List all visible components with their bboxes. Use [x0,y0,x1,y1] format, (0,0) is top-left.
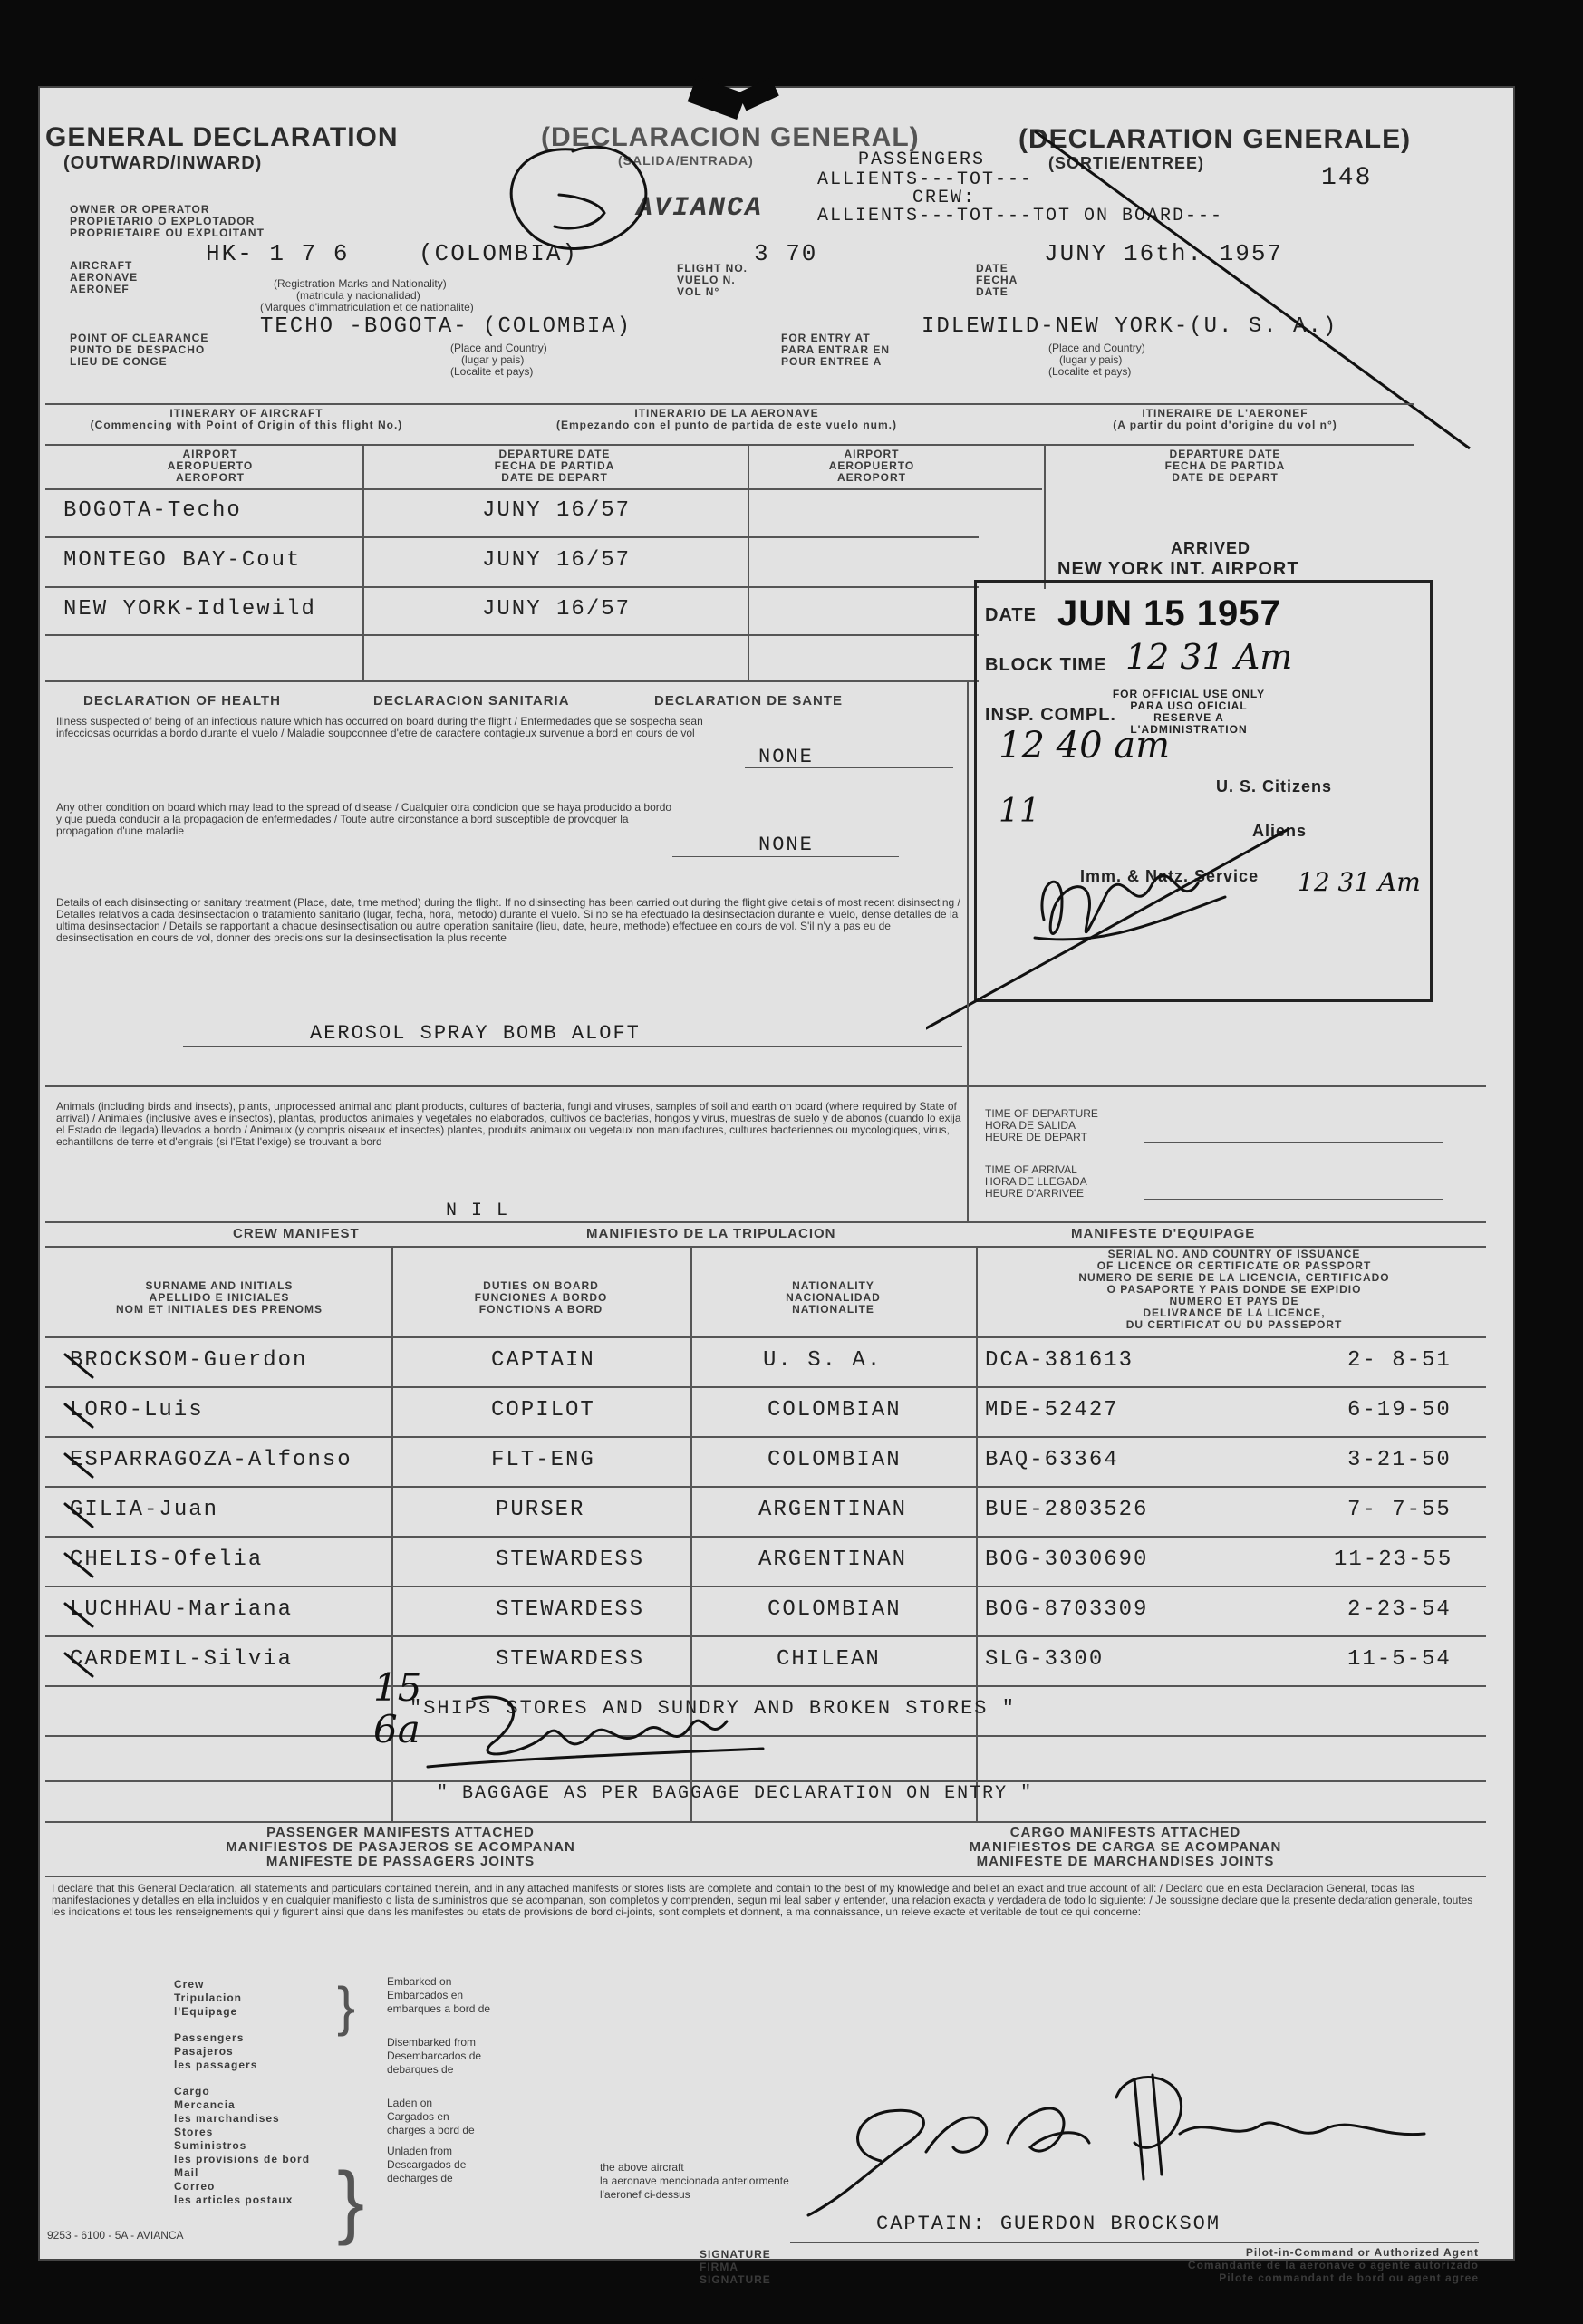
itinerary-title-fr: ITINERAIRE DE L'AERONEF (A partir du point d'origine du vol n°) [1113,407,1337,431]
form-title-es: (DECLARACION GENERAL) [541,122,920,152]
form-number: 9253 - 6100 - 5A - AVIANCA [47,2229,184,2242]
crew-lic-5: BOG-3030690 [985,1548,1149,1572]
registration-caption: (Registration Marks and Nationality) (matricula y nacionalidad) (Marques d'immatriculation et de nationalite) [260,277,474,313]
inspector-signature [926,811,1325,1046]
crew-name-4: GILIA-Juan [70,1498,219,1522]
health-other-text: Any other condition on board which may lead to the spread of disease / Cualquier otra condicion que se haya producido a bordo y que pueda conducir a la propagacion de enfermedades / Toute autre circonstance a bord susceptible de provoquer la propagation d'une maladie [56,801,672,837]
health-title-es: DECLARACION SANITARIA [373,693,570,709]
crew-lic-3: BAQ-63364 [985,1448,1119,1472]
paper-tear [688,76,747,120]
declaration-aircraft-text: the above aircraft la aeronave mencionada anteriormente l'aeronef ci-dessus [600,2161,789,2201]
handwritten-scribble [419,1681,817,1789]
crew-title-en: CREW MANIFEST [233,1226,360,1241]
crew-duty-4: PURSER [496,1498,585,1522]
brace-2: } [337,2156,365,2247]
signature-label: SIGNATURE FIRMA SIGNATURE [700,2248,771,2286]
health-disinsect-value: AEROSOL SPRAY BOMB ALOFT [310,1022,641,1045]
stamp-official-use: FOR OFFICIAL USE ONLY PARA USO OFICIAL RESERVE A L'ADMINISTRATION [1112,688,1266,736]
health-title-en: DECLARATION OF HEALTH [83,693,281,709]
crew-duty-7: STEWARDESS [496,1647,645,1672]
crew-name-6: LUCHHAU-Mariana [70,1597,294,1622]
stamp-service: Imm. & Natz. Service [1080,867,1260,885]
aircraft-nationality: (COLOMBIA) [419,240,579,267]
crew-nat-4: ARGENTINAN [758,1498,908,1522]
handwritten-circle [473,131,672,267]
health-disinsect-text: Details of each disinsecting or sanitary treatment (Place, date, time method) during the flight. If no disinsecting has been carried out during the flight give details of most recent disinsecting / Detalles relativos a cada desinsectacion o tratamiento sanitario (lugar, fecha, hora, metodo) durante el vuelo. Si no se ha efectuado la desinsectacion durante el vuelo, dense detalles de la ultima desinsectacion / Details se rapportant a chaque desinsectisation ou autre operation sanitaire (lieu, date, heure, methode) effectuee en cours de vol. S'il n'y a pas eu de desinsectisation en cours de vol, donner des precisions sur la desinsectisation la plus recente [56,896,960,944]
entry-label: FOR ENTRY AT PARA ENTRAR EN POUR ENTREE A [781,332,891,368]
flight-label: FLIGHT NO. VUELO N. VOL N° [677,262,748,298]
declaration-form [38,86,1515,2286]
aircraft-registration: HK- 1 7 6 [206,240,350,267]
crew-duty-1: CAPTAIN [491,1348,595,1373]
stamp-block-label: BLOCK TIME [985,655,1107,675]
stamp-airport: NEW YORK INT. AIRPORT [1057,559,1299,579]
clearance-caption: (Place and Country) (lugar y pais) (Localite et pays) [450,342,547,378]
stamp-date-label: DATE [985,605,1037,625]
itinerary-airport-3: NEW YORK-Idlewild [63,597,316,622]
paper-tear [738,78,779,111]
animals-value: N I L [446,1201,510,1221]
itinerary-date-3: JUNY 16/57 [482,597,632,622]
crew-lic-date-1: 2- 8-51 [1347,1348,1452,1373]
col-airport-header-2: AIRPORT AEROPUERTO AEROPORT [828,448,915,484]
crew-name-2: LORO-Luis [70,1398,204,1422]
handwritten-crew-count: 15 6a [373,1665,422,1751]
passengers-label: PASSENGERS [858,149,986,170]
crew-lic-7: SLG-3300 [985,1647,1105,1672]
crew-duty-3: FLT-ENG [491,1448,595,1472]
owner-value: AVIANCA [636,193,764,224]
form-title-fr-sub: (SORTIE/ENTREE) [1048,154,1205,172]
crew-title-fr: MANIFESTE D'EQUIPAGE [1071,1226,1256,1241]
crew-lic-date-2: 6-19-50 [1347,1398,1452,1422]
itinerary-airport-1: BOGOTA-Techo [63,498,242,523]
crew-label: CREW: [912,188,977,208]
time-of-departure-label: TIME OF DEPARTURE HORA DE SALIDA HEURE DE DEPART [985,1107,1098,1143]
crew-title-es: MANIFIESTO DE LA TRIPULACION [586,1226,836,1241]
pilot-in-command-label: Pilot-in-Command or Authorized Agent Comandante de la aeronave o agente autorizado Pilote commandant de bord ou agent agree [1187,2246,1479,2284]
brace-1: } [337,1976,356,2037]
crew-lic-date-4: 7- 7-55 [1347,1498,1452,1522]
stamp-insp-time: 12 40 am [999,725,1171,767]
health-other-value: NONE [758,834,814,856]
form-title: GENERAL DECLARATION [45,122,399,152]
crew-lic-4: BUE-2803526 [985,1498,1149,1522]
crew-lic-6: BOG-8703309 [985,1597,1149,1622]
crew-tick-marks [56,1336,111,1690]
baggage-line: " BAGGAGE AS PER BAGGAGE DECLARATION ON ENTRY " [437,1783,1034,1804]
crew-lic-1: DCA-381613 [985,1348,1134,1373]
entry-caption: (Place and Country) (lugar y pais) (Localite et pays) [1048,342,1145,378]
stamp-citizens-count: 11 [999,793,1040,830]
page-number: 148 [1321,164,1373,192]
form-title-fr: (DECLARATION GENERALE) [1018,124,1412,154]
crew-col-name: SURNAME AND INITIALS APELLIDO E INICIALES NOM ET INITIALES DES PRENOMS [115,1279,323,1316]
clearance-value: TECHO -BOGOTA- (COLOMBIA) [260,314,632,339]
itinerary-airport-2: MONTEGO BAY-Cout [63,548,302,573]
crew-nat-5: ARGENTINAN [758,1548,908,1572]
crew-duty-2: COPILOT [491,1398,595,1422]
col-airport-header-1: AIRPORT AEROPUERTO AEROPORT [167,448,254,484]
clearance-label: POINT OF CLEARANCE PUNTO DE DESPACHO LIEU DE CONGE [70,332,209,368]
stamp-citizens: U. S. Citizens [1216,777,1333,796]
declaration-actions: Embarked on Embarcados en embarques a bord de Disembarked from Desembarcados de debarques de Laden on Cargados en charges a bord de Unladen from Descargados de decharges de [387,1975,491,2184]
captain-name: CAPTAIN: GUERDON BROCKSOM [876,2213,1221,2235]
crew-duty-5: STEWARDESS [496,1548,645,1572]
time-of-arrival-label: TIME OF ARRIVAL HORA DE LLEGADA HEURE D'ARRIVEE [985,1163,1087,1200]
health-title-fr: DECLARATION DE SANTE [654,693,844,709]
health-illness-value: NONE [758,746,814,768]
crew-col-duty: DUTIES ON BOARD FUNCIONES A BORDO FONCTIONS A BORD [474,1279,608,1316]
cargo-manifests: CARGO MANIFESTS ATTACHED MANIFIESTOS DE CARGA SE ACOMPANAN MANIFESTE DE MARCHANDISES JOINTS [969,1825,1282,1869]
stores-line: "SHIPS STORES AND SUNDRY AND BROKEN STORES " [410,1697,1016,1720]
crew-nat-2: COLOMBIAN [767,1398,902,1422]
crew-lic-date-5: 11-23-55 [1334,1548,1453,1572]
itinerary-title-es: ITINERARIO DE LA AERONAVE (Empezando con el punto de partida de este vuelo num.) [555,407,898,431]
crew-lic-date-3: 3-21-50 [1347,1448,1452,1472]
crew-nat-1: U. S. A. [763,1348,883,1373]
declaration-items: Crew Tripulacion l'Equipage Passengers Pasajeros les passagers Cargo Mercancia les marchandises Stores Suministros les provisions de bord Mail Correo les articles postaux [174,1978,311,2206]
col-date-header-2: DEPARTURE DATE FECHA DE PARTIDA DATE DE DEPART [1164,448,1286,484]
animals-text: Animals (including birds and insects), plants, unprocessed animal and plant products, cultures of bacteria, fungi and viruses, samples of soil and earth on board (where required by State of arrival) / Animales (inclusive aves e insectos), plantas, productos animales y vegetales no elaborados, cultivos de bacterias, hongos y virus, muestras de suelo y de abonos (cuando lo exija el Estado de llegada) llevados a bordo / Animaux (y compris oiseaux et insectes) plantes, produits animaux ou vegetaux non manufactures, cultures bacteriennes ou mycologiques, virus, echantillons de terre et d'engrais (si l'Etat l'exige) se trouvant a bord [56,1100,961,1148]
crew-lic-date-7: 11-5-54 [1347,1647,1452,1672]
allients-line-2: ALLIENTS---TOT---TOT ON BOARD--- [817,206,1224,227]
crew-nat-3: COLOMBIAN [767,1448,902,1472]
captain-signature [790,2061,1479,2233]
crew-nat-6: COLOMBIAN [767,1597,902,1622]
owner-label: OWNER OR OPERATOR PROPIETARIO O EXPLOTADOR PROPRIETAIRE OU EXPLOITANT [70,203,265,239]
itinerary-date-1: JUNY 16/57 [482,498,632,523]
passenger-manifests: PASSENGER MANIFESTS ATTACHED MANIFIESTOS DE PASAJEROS SE ACOMPANAN MANIFESTE DE PASSAGERS JOINTS [226,1825,575,1869]
entry-value: IDLEWILD-NEW YORK-(U. S. A.) [922,314,1338,339]
stamp-service-time: 12 31 Am [1298,867,1421,897]
aircraft-label: AIRCRAFT AERONAVE AERONEF [70,259,139,295]
allients-line: ALLIENTS---TOT--- [817,169,1034,190]
flight-date: JUNY 16th. 1957 [1044,240,1284,267]
stamp-insp-label: INSP. COMPL. [985,705,1116,725]
crew-name-7: CARDEMIL-Silvia [70,1647,294,1672]
itinerary-date-2: JUNY 16/57 [482,548,632,573]
crew-lic-date-6: 2-23-54 [1347,1597,1452,1622]
stamp-date: JUN 15 1957 [1057,593,1281,633]
crew-name-1: BROCKSOM-Guerdon [70,1348,308,1373]
crew-nat-7: CHILEAN [777,1647,881,1672]
form-title-es-sub: (SALIDA/ENTRADA) [618,153,754,168]
stamp-block-time: 12 31 Am [1125,637,1293,677]
crew-lic-2: MDE-52427 [985,1398,1119,1422]
declaration-text: I declare that this General Declaration, all statements and particulars contained therein, and in any attached manifests or stores lists are complete and contain to the best of my knowledge and belief an exact and true account of all: / Declaro que en esta Declaracion General, todas las manifestaciones y detalles en ella incluidos y en cualquier manifiesto o lista de suministros que se acompanan, son completos y comprenden, segun mi leal saber y entender, una relacion exacta y verdadera de todo lo siguiente: / Je soussigne declare que la presente declaration generale, toutes les indications et tous les renseignements qui y figurent ainsi que dans les manifestes ou etats de provisions de bord ci-joints, sont complets et donnent, a ma connaissance, un releve exacte et veritable de tout ce qui concerne: [52,1882,1473,1918]
crew-col-licence: SERIAL NO. AND COUNTRY OF ISSUANCE OF LICENCE OR CERTIFICATE OR PASSPORT NUMERO DE SERIE DE LA LICENCIA, CERTIFICADO O PASAPORTE Y PAIS DONDE SE EXPIDIO NUMERO ET PAYS DE DELIVRANCE DE LA LICENCE, DU CERTIFICAT OU DU PASSEPORT [1078,1248,1390,1331]
stamp-aliens: Aliens [1252,822,1308,840]
crew-name-5: CHELIS-Ofelia [70,1548,264,1572]
health-illness-text: Illness suspected of being of an infectious nature which has occurred on board during the flight / Enfermedades que se sospecha sean infecciosas ocurridas a bordo durante el vuelo / Maladie soupconnee d'etre de caractere contagieux survenue a bord en cours de vol [56,715,703,739]
col-date-header-1: DEPARTURE DATE FECHA DE PARTIDA DATE DE DEPART [494,448,615,484]
crew-name-3: ESPARRAGOZA-Alfonso [70,1448,352,1472]
itinerary-title-en: ITINERARY OF AIRCRAFT (Commencing with Point of Origin of this flight No.) [90,407,403,431]
flight-number: 3 70 [754,240,818,267]
form-title-sub: (OUTWARD/INWARD) [63,153,263,173]
crew-duty-6: STEWARDESS [496,1597,645,1622]
date-label: DATE FECHA DATE [976,262,1018,298]
stamp-arrived: ARRIVED [1171,539,1251,557]
crew-col-nationality: NATIONALITY NACIONALIDAD NATIONALITE [786,1279,881,1316]
